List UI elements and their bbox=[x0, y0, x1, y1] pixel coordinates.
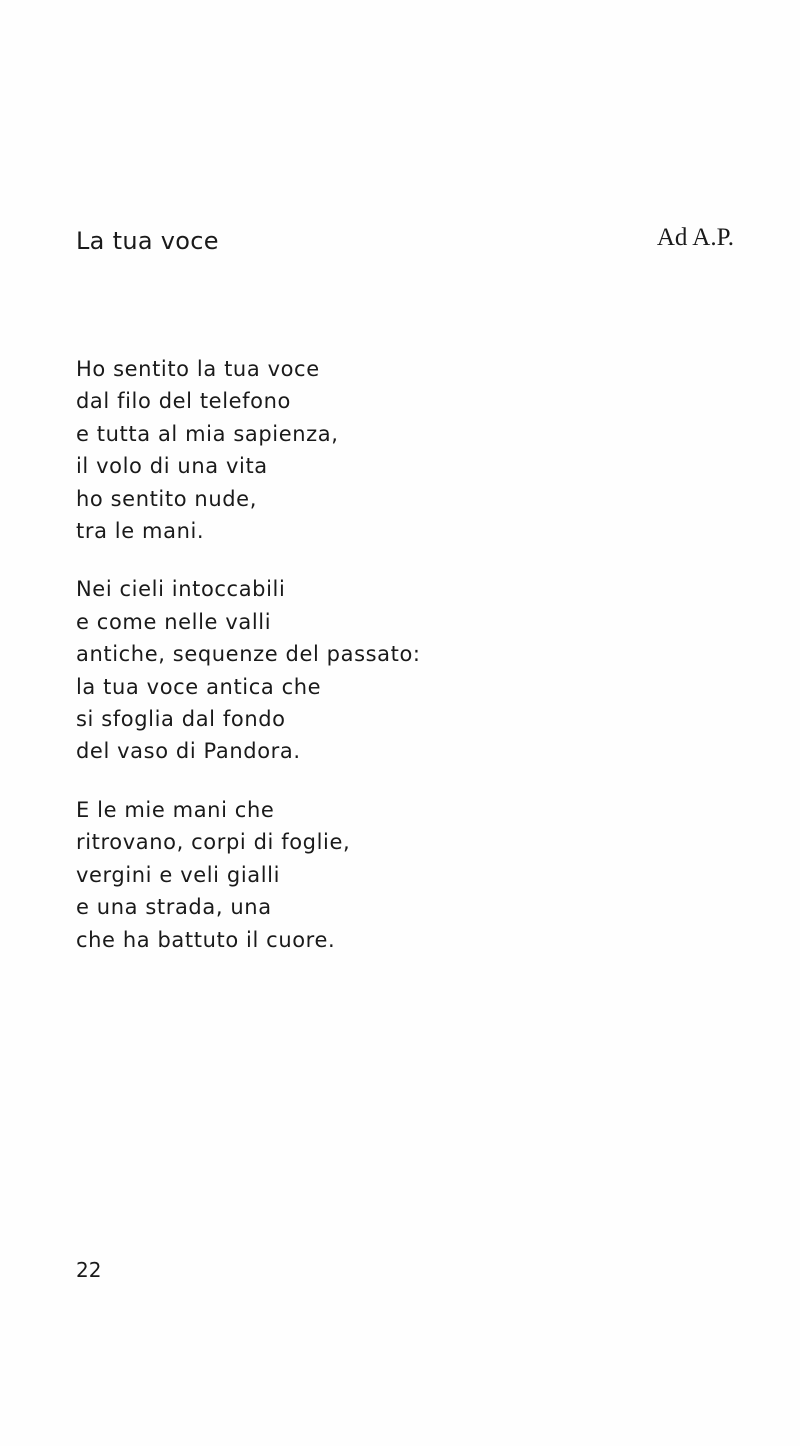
poem-line: si sfoglia dal fondo bbox=[76, 707, 286, 732]
poem-line: ho sentito nude, bbox=[76, 486, 257, 511]
poem-line: vergini e veli gialli bbox=[76, 862, 281, 887]
poem-body bbox=[76, 353, 756, 982]
poem-line: Ho sentito la tua voce bbox=[76, 357, 320, 381]
poem-line: e come nelle valli bbox=[76, 609, 272, 634]
poem-line: E le mie mani che bbox=[76, 797, 275, 822]
stanza-3 bbox=[76, 794, 756, 956]
poem-line: e tutta al mia sapienza, bbox=[76, 421, 339, 446]
stanza-1 bbox=[76, 353, 756, 547]
poem-line: che ha battuto il cuore. bbox=[76, 927, 336, 952]
poem-title: La tua voce bbox=[76, 227, 219, 255]
poem-line: Nei cieli intoccabili bbox=[76, 577, 286, 602]
poem-line: e una strada, una bbox=[76, 895, 272, 920]
poem-dedication: Ad A.P. bbox=[656, 224, 734, 251]
poem-line: del vaso di Pandora. bbox=[76, 739, 301, 764]
stanza-2 bbox=[76, 573, 756, 767]
poem-line: dal filo del telefono bbox=[76, 389, 291, 414]
poem-line: antiche, sequenze del passato: bbox=[76, 642, 421, 667]
poem-line: il volo di una vita bbox=[76, 454, 268, 479]
poem-line: ritrovano, corpi di foglie, bbox=[76, 830, 351, 855]
poem-line: tra le mani. bbox=[76, 519, 205, 544]
poem-line: la tua voce antica che bbox=[76, 674, 322, 699]
page-number: 22 bbox=[76, 1258, 102, 1282]
